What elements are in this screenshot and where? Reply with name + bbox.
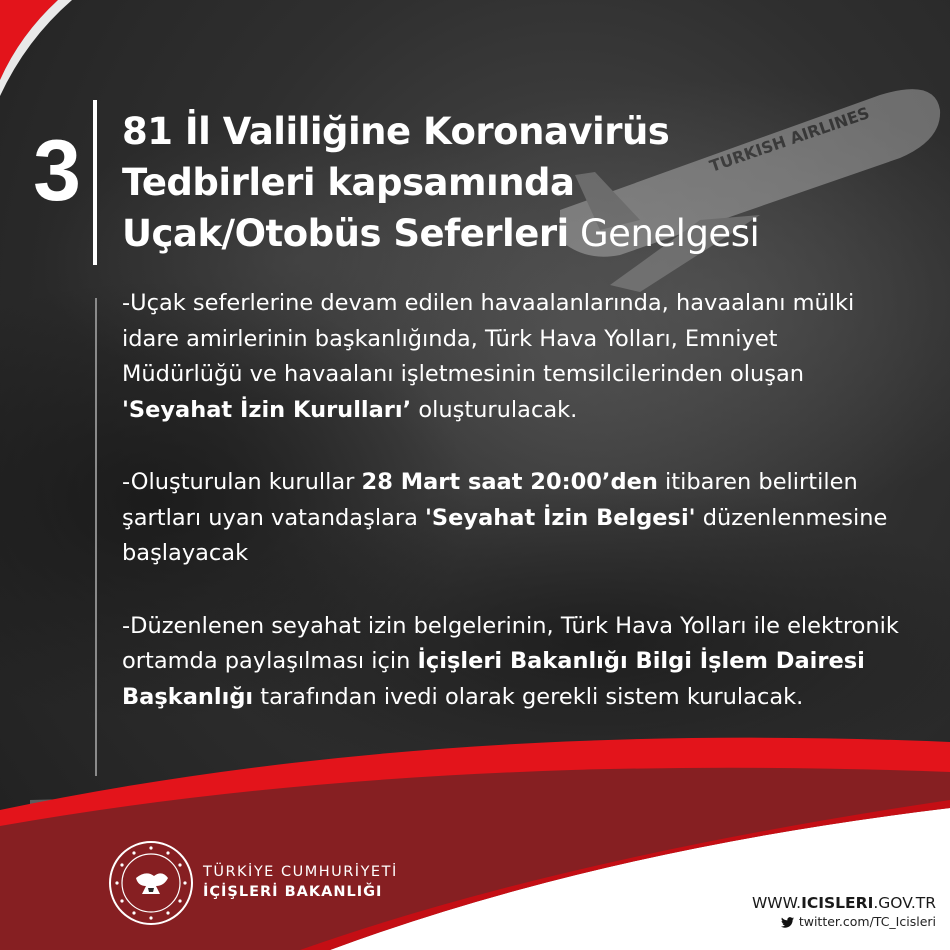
twitter-icon	[781, 917, 794, 928]
text-segment: itibaren belirtilen şartları uyan vatandaşlara	[122, 469, 858, 531]
text-segment-bold: İçişleri Bakanlığı Bilgi İşlem Dairesi Başkanlığı	[122, 648, 865, 710]
paragraph-2	[122, 465, 902, 572]
text-segment: düzenlenmesine başlayacak	[122, 504, 888, 566]
paragraph-1	[122, 286, 902, 428]
text-segment: tarafından ivedi olarak gerekli sistem kurulacak.	[253, 683, 804, 710]
text-segment-bold: 28 Mart saat 20:00’den	[361, 469, 658, 495]
title-line-bold: 81 İl Valiliğine Koronavirüs	[122, 110, 670, 153]
number-divider	[93, 100, 97, 265]
website-link[interactable]	[752, 893, 936, 913]
text-segment: -Uçak seferlerine devam edilen havaalanlarında, havaalanı mülki idare amirlerinin başkanlığında, Türk Hava Yolları, Emniyet Müdürlüğü ve havaalanı işletmesinin temsilcilerinden oluşan	[122, 290, 855, 387]
title-line	[122, 208, 912, 259]
ministry-line-1: TÜRKİYE CUMHURİYETİ	[203, 864, 398, 880]
ministry-line-2: İÇİŞLERİ BAKANLIĞI	[203, 884, 383, 900]
aircraft-livery-top: TURKISH AIRLINES	[707, 103, 872, 176]
website-prefix: WWW.	[751, 894, 802, 912]
paragraph-3	[122, 609, 902, 716]
website-suffix: .GOV.TR	[873, 894, 936, 912]
text-segment-bold: 'Seyahat İzin Belgesi'	[425, 504, 696, 531]
twitter-handle: twitter.com/TC_Icisleri	[798, 914, 936, 929]
contact-info	[752, 893, 936, 931]
item-number: 3	[33, 123, 79, 219]
title-line	[122, 157, 912, 208]
website-domain: ICISLERI	[801, 894, 874, 912]
title-line-normal: Genelgesi	[568, 212, 760, 255]
twitter-link[interactable]	[752, 913, 936, 931]
title-line-bold: Uçak/Otobüs Seferleri	[122, 212, 569, 255]
title-line-bold: Tedbirleri kapsamında	[122, 161, 575, 204]
body-text	[122, 286, 902, 752]
body-divider	[95, 298, 97, 776]
text-segment: -Düzenlenen seyahat izin belgelerinin, Türk Hava Yolları ile elektronik ortamda paylaşılması için	[122, 612, 899, 674]
state-seal-icon	[108, 840, 194, 926]
page-title	[122, 106, 912, 259]
ministry-name	[203, 862, 398, 902]
text-segment: oluşturulacak.	[411, 396, 578, 423]
title-line	[122, 106, 912, 157]
text-segment: -Oluşturulan kurullar	[122, 469, 362, 495]
text-segment-bold: 'Seyahat İzin Kurulları’	[122, 396, 412, 423]
